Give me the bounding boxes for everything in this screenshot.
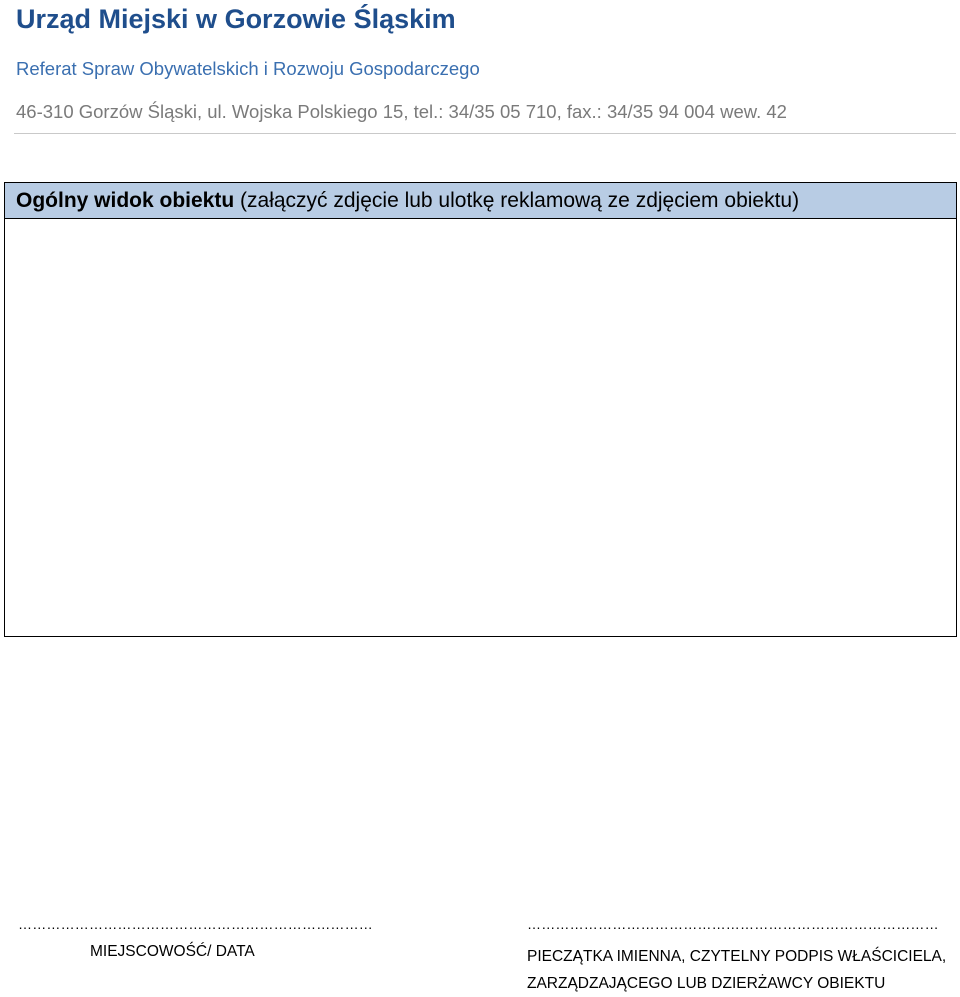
photo-box-heading-note: (załączyć zdjęcie lub ulotkę reklamową ze zdjęciem obiektu) xyxy=(234,189,800,212)
owner-signature-label-line2: ZARZĄDZAJĄCEGO LUB DZIERŻAWCY OBIEKTU xyxy=(527,975,886,992)
place-date-label: MIEJSCOWOŚĆ/ DATA xyxy=(90,943,255,960)
contact-address: 46-310 Gorzów Śląski, ul. Wojska Polskiego 15, tel.: 34/35 05 710, fax.: 34/35 94 004 wew. 42 xyxy=(16,101,787,122)
photo-box-heading-bold: Ogólny widok obiektu xyxy=(16,189,235,212)
photo-box-heading xyxy=(5,183,956,219)
object-photo-box xyxy=(4,182,957,637)
office-title: Urząd Miejski w Gorzowie Śląskim xyxy=(16,4,456,34)
department-name: Referat Spraw Obywatelskich i Rozwoju Gospodarczego xyxy=(16,58,480,79)
owner-signature-line: …………………………………………………………………………… xyxy=(527,916,939,932)
owner-signature-label-line1: PIECZĄTKA IMIENNA, CZYTELNY PODPIS WŁAŚCICIELA, xyxy=(527,948,947,965)
place-date-signature-line: ………………………………………………………………… xyxy=(18,916,373,932)
header-divider xyxy=(14,133,956,134)
photo-attachment-area xyxy=(5,219,956,636)
owner-signature-label xyxy=(527,943,946,997)
